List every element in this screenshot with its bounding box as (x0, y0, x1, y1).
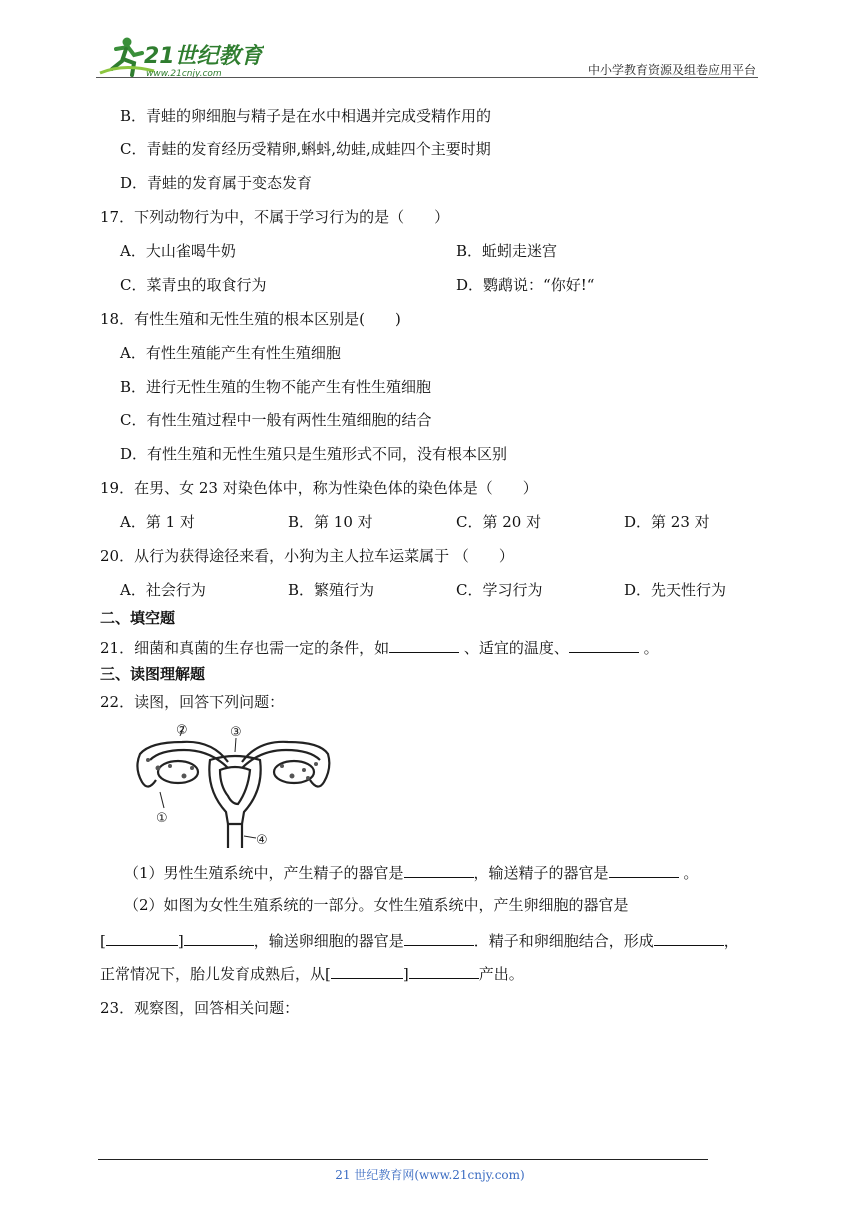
q17-stem: 17．下列动物行为中，不属于学习行为的是（ ） (100, 208, 450, 226)
q22-sub1-blank-1[interactable] (404, 861, 474, 878)
q22-sub2-text-l3b: ] (402, 965, 409, 983)
q21-part1: 21．细菌和真菌的生存也需一定的条件，如 (100, 639, 390, 657)
q22-sub2-text-l3c: 产出。 (478, 965, 524, 983)
q18-option-c: C．有性生殖过程中一般有两性生殖细胞的结合 (120, 411, 432, 429)
footer-divider (98, 1159, 708, 1160)
q21-blank-2[interactable] (569, 636, 639, 653)
q17-option-c: C．菜青虫的取食行为 (120, 276, 267, 294)
q18-option-a: A．有性生殖能产生有性生殖细胞 (120, 344, 341, 362)
q22-sub2-line-2 (100, 929, 739, 951)
q22-sub2-blank-1[interactable] (106, 929, 178, 946)
q16-option-b: B．青蛙的卵细胞与精子是在水中相遇并完成受精作用的 (120, 107, 492, 125)
q20-stem: 20．从行为获得途径来看，小狗为主人拉车运菜属于 （ ） (100, 547, 514, 565)
q18-option-b: B．进行无性生殖的生物不能产生有性生殖细胞 (120, 378, 432, 396)
section-fill-blank-title: 二、填空题 (100, 609, 176, 627)
q17-option-a: A．大山雀喝牛奶 (120, 242, 236, 260)
logo-url: www.21cnjy.com (146, 69, 222, 79)
female-reproductive-system-diagram (132, 720, 332, 852)
q22-sub2-blank-3[interactable] (404, 929, 474, 946)
figure-label-4: ④ (256, 833, 268, 848)
q19-option-c: C．第 20 对 (456, 513, 542, 531)
q22-sub2-text-l3a: 正常情况下，胎儿发育成熟后，从[ (100, 965, 331, 983)
q21-part2: 、适宜的温度、 (459, 639, 569, 657)
q22-sub2-line-3 (100, 962, 524, 984)
q19-option-d: D．第 23 对 (624, 513, 710, 531)
q18-stem: 18．有性生殖和无性生殖的根本区别是( ) (100, 310, 401, 328)
q19-stem: 19．在男、女 23 对染色体中，称为性染色体的染色体是（ ） (100, 479, 538, 497)
q19-option-b: B．第 10 对 (288, 513, 373, 531)
q23-stem: 23．观察图，回答相关问题： (100, 999, 300, 1017)
q22-sub1-part-b: ，输送精子的器官是 (473, 864, 609, 882)
bracket-close: ] (177, 932, 184, 950)
figure-label-1: ① (156, 811, 168, 826)
q22-sub1-part-c: 。 (678, 864, 699, 882)
q19-option-a: A．第 1 对 (120, 513, 195, 531)
section-diagram-title: 三、读图理解题 (100, 665, 206, 683)
q22-sub1-blank-2[interactable] (609, 861, 679, 878)
logo-text: 21世纪教育 (144, 44, 263, 69)
platform-name: 中小学教育资源及组卷应用平台 (587, 63, 756, 77)
q22-sub2-blank-5[interactable] (331, 962, 403, 979)
q22-sub2-text-c: ，输送卵细胞的器官是 (253, 932, 404, 950)
figure-label-2: ② (176, 723, 188, 738)
q21-blank-1[interactable] (389, 636, 459, 653)
header-divider (96, 77, 758, 78)
q21-text (100, 636, 659, 658)
q22-stem: 22．读图，回答下列问题： (100, 693, 285, 711)
q22-sub2-line-1: （2）如图为女性生殖系统的一部分。女性生殖系统中，产生卵细胞的器官是 (124, 896, 629, 914)
q22-sub1 (124, 861, 698, 883)
q20-option-c: C．学习行为 (456, 581, 543, 599)
q18-option-d: D．有性生殖和无性生殖只是生殖形式不同，没有根本区别 (120, 445, 508, 463)
figure-label-3: ③ (230, 725, 242, 740)
q21-part3: 。 (638, 639, 659, 657)
q16-option-c: C．青蛙的发育经历受精卵,蝌蚪,幼蛙,成蛙四个主要时期 (120, 140, 491, 158)
q20-option-a: A．社会行为 (120, 581, 206, 599)
q22-sub2-blank-6[interactable] (409, 962, 479, 979)
q17-option-b: B．蚯蚓走迷宫 (456, 242, 558, 260)
q16-option-d: D．青蛙的发育属于变态发育 (120, 174, 313, 192)
q22-sub2-text-e: ， (723, 932, 739, 950)
q17-option-d: D．鹦鹉说：“你好!“ (456, 276, 595, 294)
q22-sub2-blank-2[interactable] (184, 929, 254, 946)
site-logo (94, 33, 264, 83)
q22-sub2-text-d: ．精子和卵细胞结合，形成 (473, 932, 654, 950)
bracket-open: [ (100, 932, 106, 950)
q20-option-b: B．繁殖行为 (288, 581, 375, 599)
q22-sub1-part-a: （1）男性生殖系统中，产生精子的器官是 (124, 864, 404, 882)
footer-site-link[interactable]: 21 世纪教育网(www.21cnjy.com) (335, 1168, 525, 1182)
q20-option-d: D．先天性行为 (624, 581, 727, 599)
q22-sub2-blank-4[interactable] (654, 929, 724, 946)
